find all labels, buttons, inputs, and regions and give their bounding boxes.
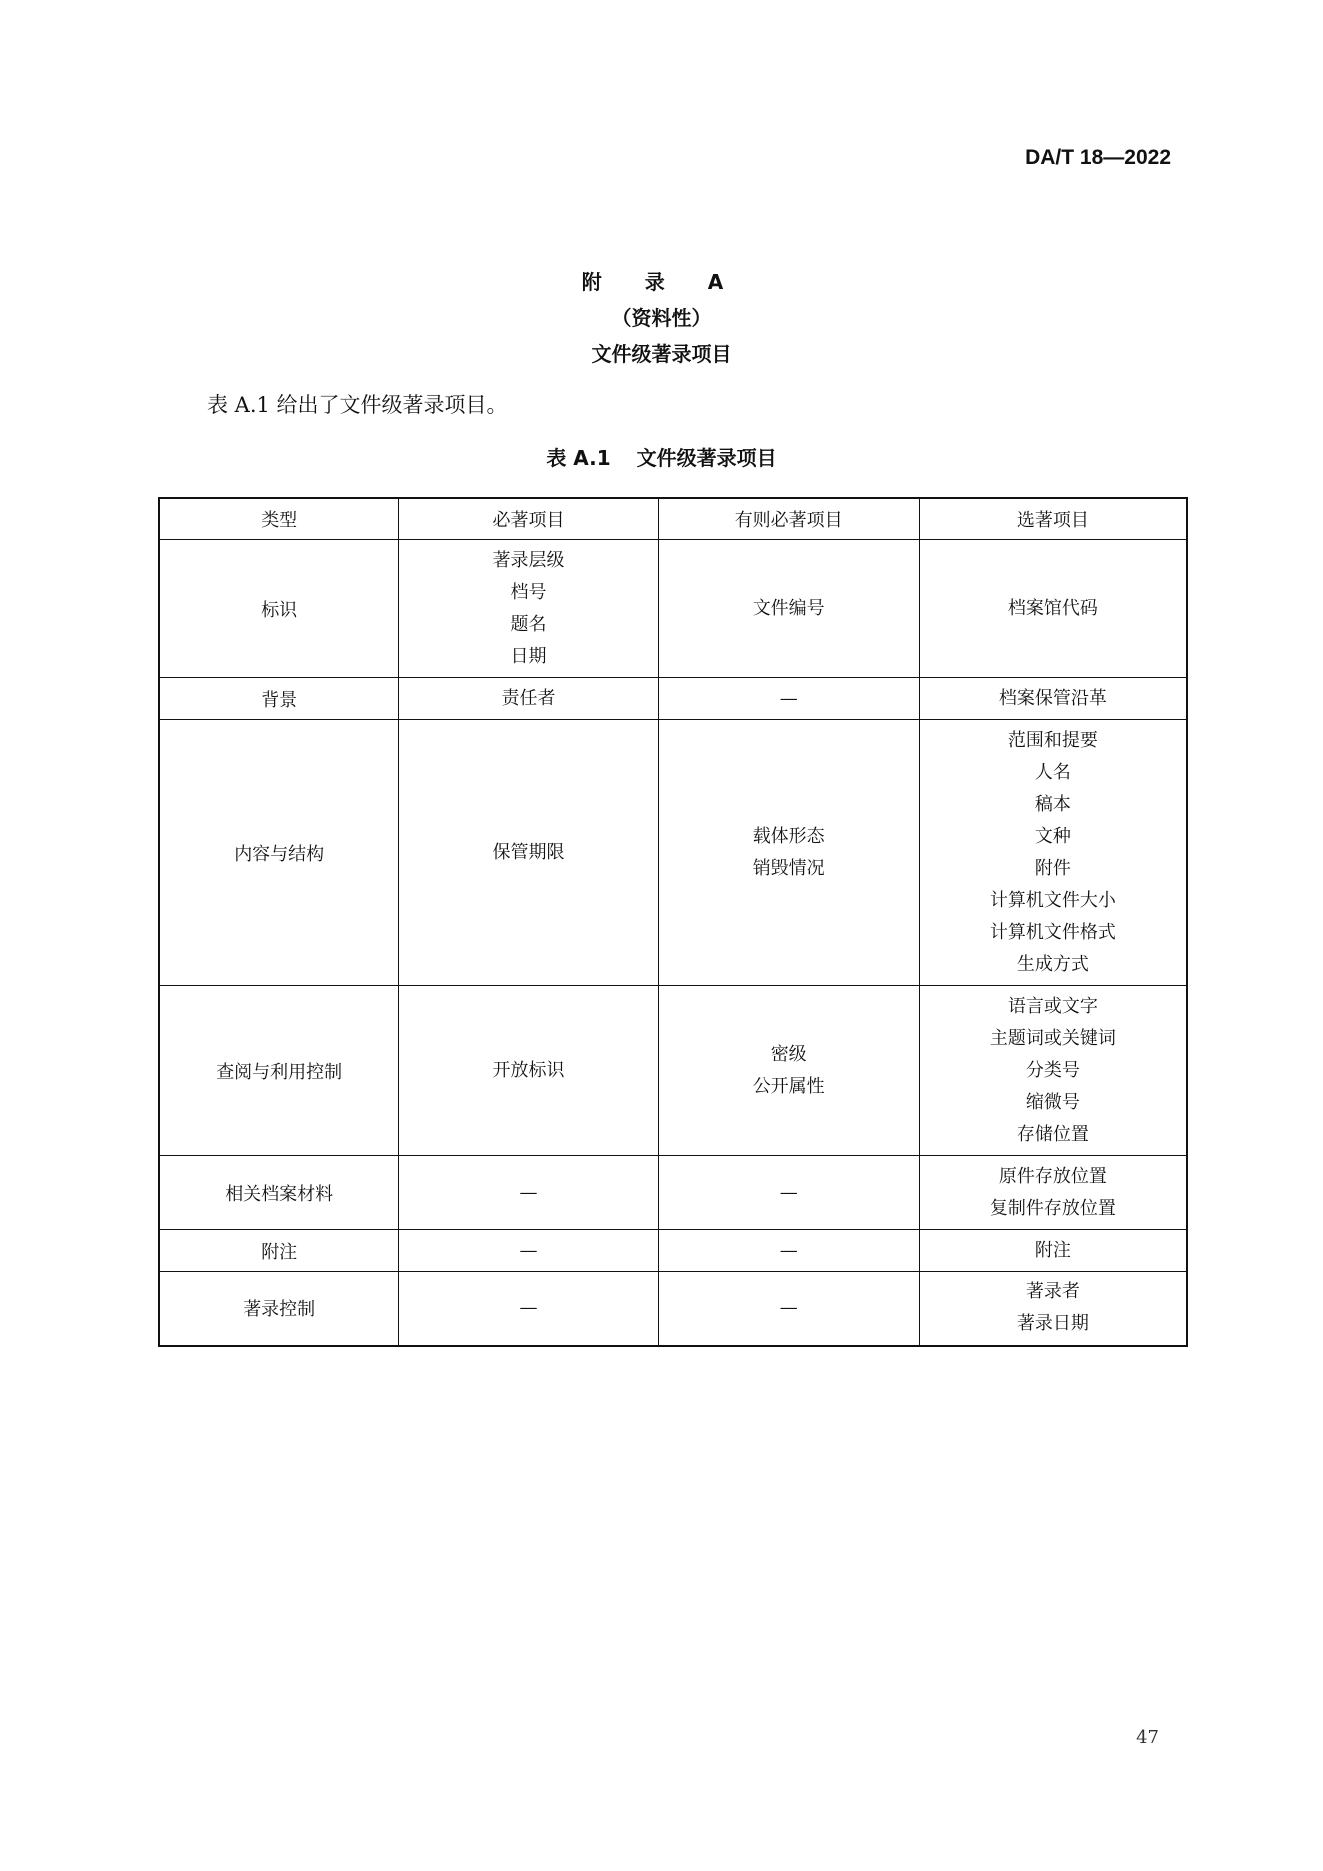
cell-optional-line: 主题词或关键词 <box>989 1027 1116 1049</box>
cell-optional-line: 缩微号 <box>1025 1091 1080 1113</box>
cell-required <box>399 1230 658 1272</box>
cell-optional-line: 稿本 <box>1034 793 1071 815</box>
cell-optional-line: 计算机文件格式 <box>989 921 1116 943</box>
cell-conditional <box>658 540 919 678</box>
cell-optional-line: 原件存放位置 <box>998 1165 1107 1187</box>
appendix-name: 文件级著录项目 <box>591 342 732 366</box>
table-row <box>159 720 1187 986</box>
cell-optional-line: 附注 <box>1034 1239 1071 1261</box>
cell-optional <box>919 540 1187 678</box>
cell-required-line: — <box>519 1239 538 1261</box>
cell-optional-line: 分类号 <box>1025 1059 1080 1081</box>
standard-code: DA/T 18—2022 <box>1025 146 1171 169</box>
cell-optional-line: 档案保管沿革 <box>998 687 1107 709</box>
header-type: 类型 <box>159 498 399 540</box>
cell-type: 内容与结构 <box>159 720 399 986</box>
cell-required-line: 保管期限 <box>492 841 565 863</box>
table-row <box>159 540 1187 678</box>
catalog-items-table <box>158 497 1188 1347</box>
cell-required <box>399 986 658 1156</box>
cell-required-line: 日期 <box>510 645 547 667</box>
cell-conditional <box>658 1230 919 1272</box>
table-row <box>159 1156 1187 1230</box>
cell-optional <box>919 1272 1187 1346</box>
cell-conditional-line: — <box>779 1297 798 1319</box>
cell-required-line: — <box>519 1181 538 1203</box>
cell-conditional-line: — <box>779 1181 798 1203</box>
cell-required <box>399 678 658 720</box>
appendix-title: 附 录 A <box>581 270 742 294</box>
table-body <box>159 540 1187 1346</box>
cell-required-line: 开放标识 <box>492 1059 565 1081</box>
cell-optional-line: 生成方式 <box>1016 953 1089 975</box>
cell-conditional-line: — <box>779 687 798 709</box>
table-row <box>159 1230 1187 1272</box>
cell-optional-line: 档案馆代码 <box>1007 597 1098 619</box>
cell-conditional <box>658 720 919 986</box>
header-optional: 选著项目 <box>919 498 1187 540</box>
cell-required <box>399 720 658 986</box>
cell-optional-line: 人名 <box>1034 761 1071 783</box>
cell-type: 标识 <box>159 540 399 678</box>
cell-conditional <box>658 678 919 720</box>
cell-optional-line: 复制件存放位置 <box>989 1197 1116 1219</box>
cell-optional <box>919 1156 1187 1230</box>
cell-optional-line: 存储位置 <box>1016 1123 1089 1145</box>
cell-optional <box>919 678 1187 720</box>
cell-optional <box>919 986 1187 1156</box>
appendix-nature: （资料性） <box>611 306 712 330</box>
cell-conditional-line: 文件编号 <box>752 597 825 619</box>
table-row <box>159 986 1187 1156</box>
cell-optional-line: 文种 <box>1034 825 1071 847</box>
cell-conditional <box>658 1156 919 1230</box>
page-number: 47 <box>1136 1727 1159 1748</box>
cell-optional-line: 著录者 <box>1025 1281 1080 1303</box>
cell-required <box>399 1156 658 1230</box>
cell-conditional <box>658 1272 919 1346</box>
cell-required-line: 责任者 <box>501 687 556 709</box>
table-caption-number: 表 A.1 <box>546 446 611 470</box>
table-row <box>159 678 1187 720</box>
cell-conditional <box>658 986 919 1156</box>
intro-paragraph: 表 A.1 给出了文件级著录项目。 <box>207 393 508 417</box>
cell-type: 附注 <box>159 1230 399 1272</box>
cell-required-line: 档号 <box>510 581 547 603</box>
header-required: 必著项目 <box>399 498 658 540</box>
cell-optional-line: 范围和提要 <box>1007 729 1098 751</box>
cell-conditional-line: 公开属性 <box>752 1075 825 1097</box>
cell-optional-line: 语言或文字 <box>1007 995 1098 1017</box>
cell-conditional-line: 密级 <box>770 1043 807 1065</box>
cell-required-line: 著录层级 <box>492 549 565 571</box>
cell-conditional-line: — <box>779 1239 798 1261</box>
cell-required <box>399 1272 658 1346</box>
cell-type: 著录控制 <box>159 1272 399 1346</box>
cell-optional-line: 计算机文件大小 <box>989 889 1116 911</box>
cell-optional <box>919 1230 1187 1272</box>
cell-type: 查阅与利用控制 <box>159 986 399 1156</box>
table-header-row <box>159 498 1187 540</box>
table-caption <box>0 442 1323 471</box>
cell-optional-line: 附件 <box>1034 857 1071 879</box>
cell-required <box>399 540 658 678</box>
cell-type: 背景 <box>159 678 399 720</box>
cell-optional <box>919 720 1187 986</box>
table-caption-title: 文件级著录项目 <box>636 446 777 470</box>
table-row <box>159 1272 1187 1346</box>
cell-required-line: 题名 <box>510 613 547 635</box>
cell-type: 相关档案材料 <box>159 1156 399 1230</box>
cell-conditional-line: 载体形态 <box>752 825 825 847</box>
cell-optional-line: 著录日期 <box>1016 1313 1089 1335</box>
header-conditional: 有则必著项目 <box>658 498 919 540</box>
cell-required-line: — <box>519 1297 538 1319</box>
cell-conditional-line: 销毁情况 <box>752 857 825 879</box>
